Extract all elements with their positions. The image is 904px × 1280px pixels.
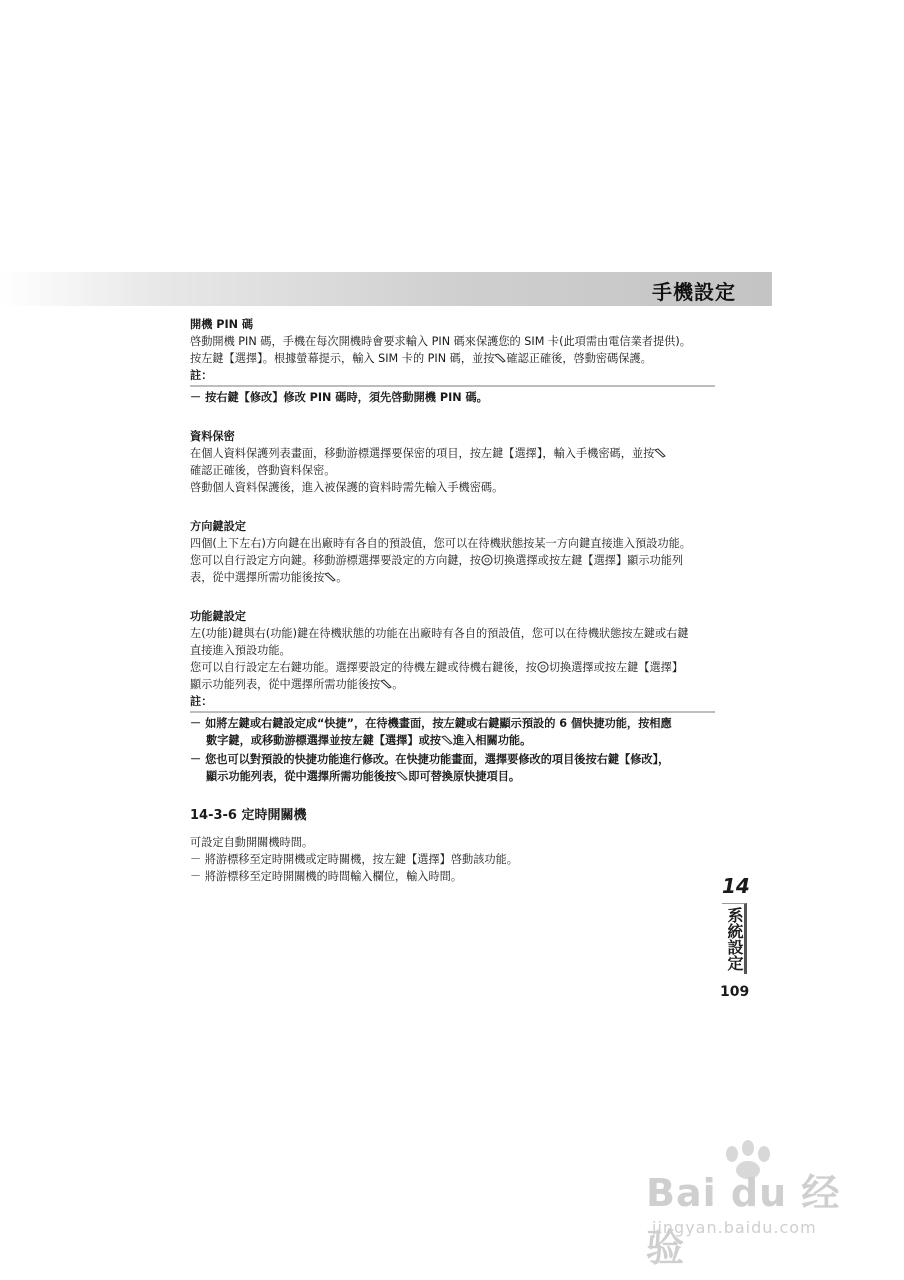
note-function-2-tail: 即可替換原快捷項目。: [408, 770, 521, 783]
page-header-title: 手機設定: [652, 280, 736, 304]
direction-line-2-tail: 切換選擇或按左鍵【選擇】顯示功能列: [492, 554, 684, 567]
timer-line-1: 可設定自動開關機時間。: [190, 836, 314, 849]
section-title-timer: 14-3-6 定時開關機: [190, 808, 307, 823]
privacy-line-1: [190, 445, 715, 462]
function-line-3: [190, 659, 715, 676]
call-key-icon: [654, 448, 666, 458]
function-line-2: 直接進入預設功能。: [190, 644, 291, 657]
note-function-1: [190, 715, 715, 749]
main-content: [190, 316, 715, 885]
direction-line-3-text: 表，從中選擇所需功能後按: [190, 571, 325, 584]
function-line-1: 左(功能)鍵與右(功能)鍵在待機狀態的功能在出廠時有各自的預設值，您可以在待機狀態按左鍵或右鍵: [190, 627, 689, 640]
pin-line-2: [190, 350, 715, 367]
direction-line-3-tail: 。: [336, 571, 348, 584]
function-line-4: [190, 676, 715, 693]
function-line-4-tail: 。: [392, 678, 404, 691]
watermark-url: jingyan.baidu.com: [652, 1218, 817, 1237]
function-line-3-text: 您可以自行設定左右鍵功能。選擇要設定的待機左鍵或待機右鍵後，按: [190, 661, 537, 674]
timer-line-2: － 將游標移至定時開機或定時關機，按左鍵【選擇】啓動該功能。: [190, 853, 518, 866]
call-key-icon: [380, 679, 392, 689]
note-function-2-text: － 您也可以對預設的快捷功能進行修改。在快捷功能畫面，選擇要修改的項目後按右鍵【修改】，: [190, 753, 670, 766]
header-band: [0, 272, 772, 306]
direction-line-2: [190, 552, 715, 569]
pin-line-2-tail: 確認正確後，啓動密碼保護。: [506, 352, 652, 365]
baidu-watermark: [640, 1140, 870, 1270]
call-key-icon: [324, 572, 336, 582]
nav-key-icon: [537, 661, 549, 673]
call-key-icon: [441, 735, 453, 745]
note-label-function: 註：: [190, 693, 715, 713]
direction-line-1: 四個(上下左右)方向鍵在出廠時有各自的預設值，您可以在待機狀態按某一方向鍵直接進入預設功能。: [190, 537, 691, 550]
note-function-1-text: － 如將左鍵或右鍵設定成“快捷”，在待機畫面，按左鍵或右鍵顯示預設的 6 個快捷功能，按相應: [190, 717, 672, 730]
direction-line-2-text: 您可以自行設定方向鍵。移動游標選擇要設定的方向鍵，按: [190, 554, 481, 567]
pin-line-1: 啓動開機 PIN 碼，手機在每次開機時會要求輸入 PIN 碼來保護您的 SIM 卡(此項需由電信業者提供)。: [190, 335, 691, 348]
page-number: 109: [720, 984, 750, 1000]
section-title-function: 功能鍵設定: [190, 610, 246, 623]
privacy-line-2: 確認正確後，啓動資料保密。: [190, 464, 336, 477]
note-pin-1: － 按右鍵【修改】修改 PIN 碼時，須先啓動開機 PIN 碼。: [190, 391, 488, 404]
timer-line-3: － 將游標移至定時開關機的時間輸入欄位，輸入時間。: [190, 870, 463, 883]
chapter-tab-label: 系統設定: [722, 903, 747, 974]
call-key-icon: [494, 353, 506, 363]
direction-line-3: [190, 569, 715, 586]
section-title-direction: 方向鍵設定: [190, 520, 246, 533]
note-label-pin: 註：: [190, 367, 715, 387]
call-key-icon: [396, 771, 408, 781]
section-title-pin: 開機 PIN 碼: [190, 318, 254, 331]
note-function-1-cont: 數字鍵，或移動游標選擇並按左鍵【選擇】或按: [206, 734, 441, 747]
note-function-2-cont: 顯示功能列表，從中選擇所需功能後按: [206, 770, 397, 783]
note-function-2: [190, 751, 715, 785]
function-line-3-tail: 切換選擇或按左鍵【選擇】: [548, 661, 684, 674]
privacy-line-3: 啓動個人資料保護後，進入被保護的資料時需先輸入手機密碼。: [190, 481, 504, 494]
chapter-number: 14: [722, 874, 750, 898]
function-line-4-text: 顯示功能列表，從中選擇所需功能後按: [190, 678, 381, 691]
watermark-brand: Bai du 经验: [646, 1171, 841, 1270]
note-function-1-tail: 進入相關功能。: [452, 734, 532, 747]
nav-key-icon: [481, 554, 493, 566]
pin-line-2-text: 按左鍵【選擇】。根據螢幕提示，輸入 SIM 卡的 PIN 碼，並按: [190, 352, 495, 365]
privacy-line-1-text: 在個人資料保護列表畫面，移動游標選擇要保密的項目，按左鍵【選擇】，輸入手機密碼，並按: [190, 447, 655, 460]
section-title-privacy: 資料保密: [190, 430, 235, 443]
